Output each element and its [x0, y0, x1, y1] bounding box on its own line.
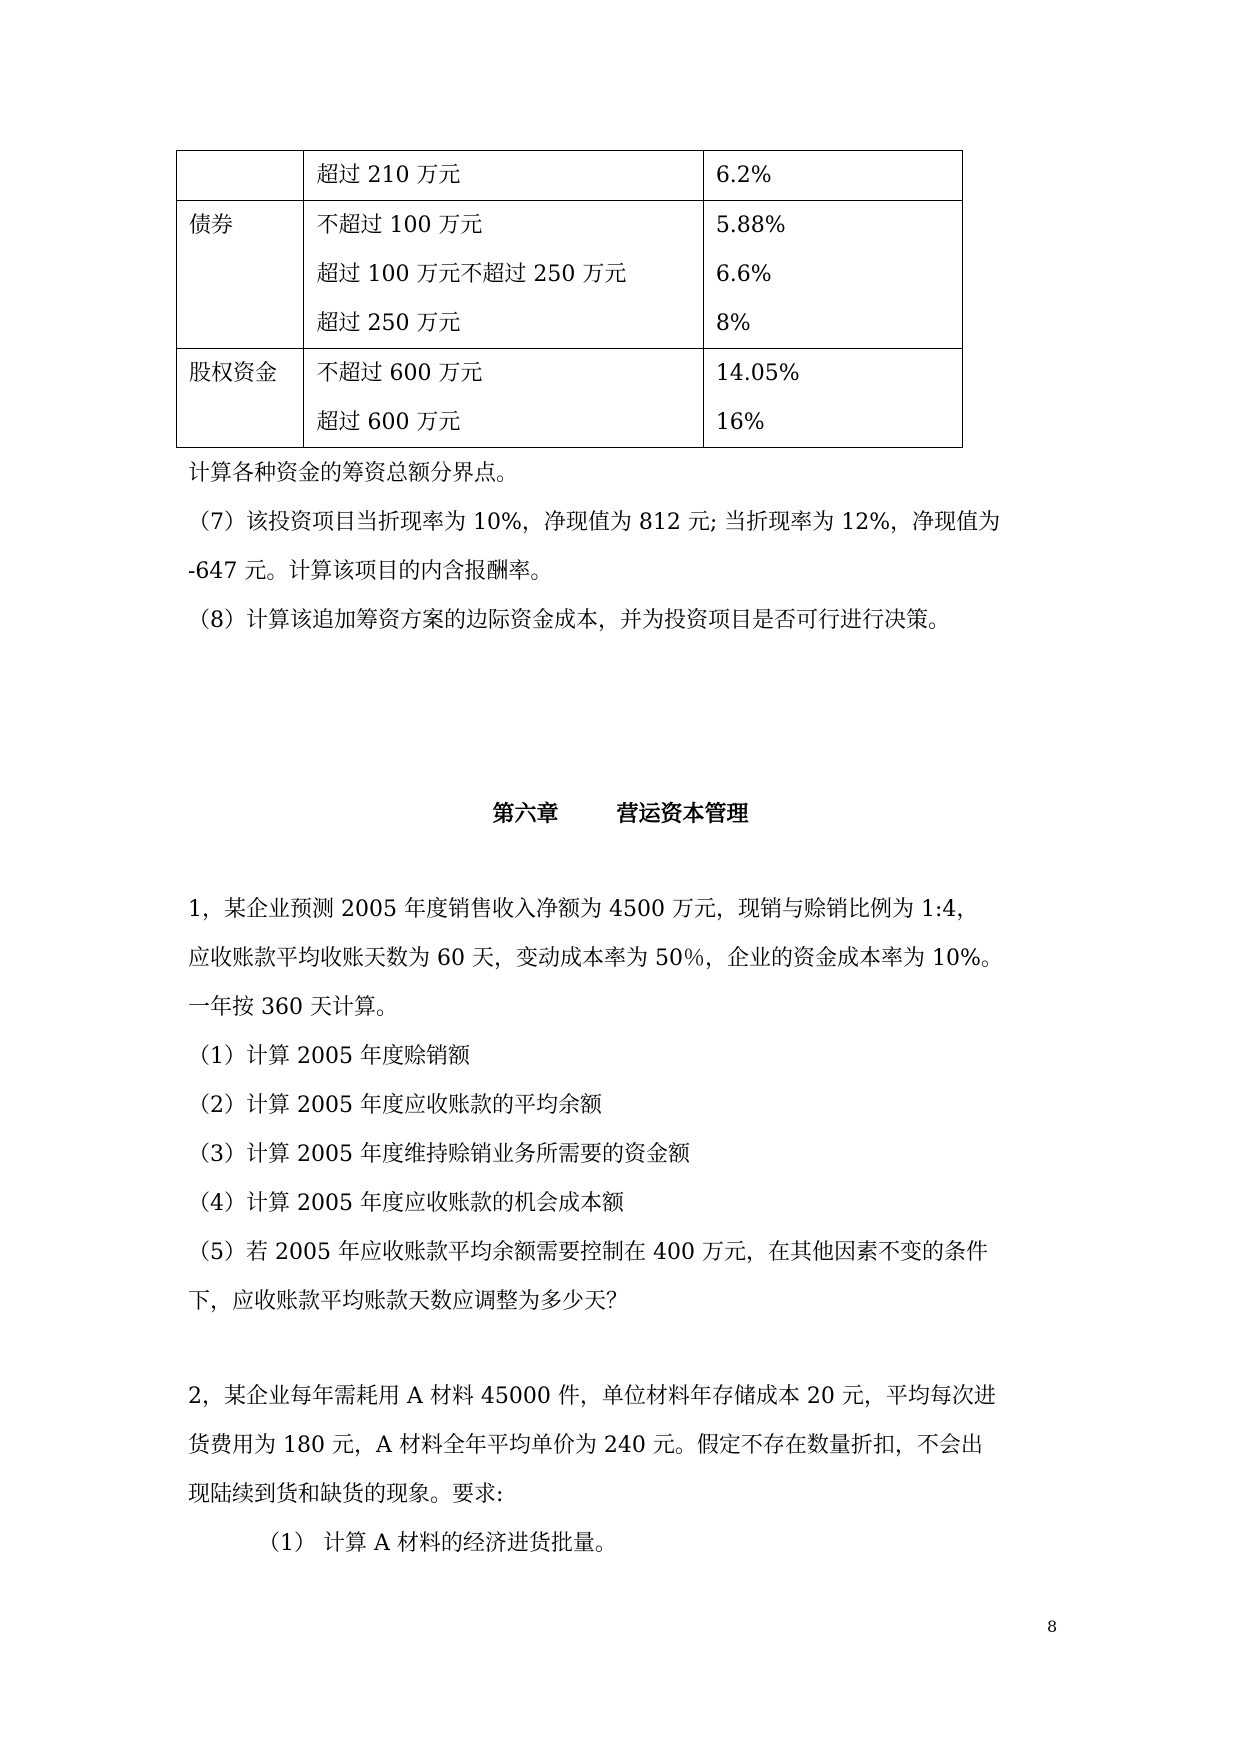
paragraph-line: （8）计算该追加筹资方案的边际资金成本，并为投资项目是否可行进行决策。	[188, 608, 950, 633]
tier-text: 不超过 100 万元	[316, 213, 483, 238]
paragraph-line: 现陆续到货和缺货的现象。要求:	[188, 1482, 504, 1507]
question-1	[188, 885, 1065, 1326]
paragraph-line: 1，某企业预测 2005 年度销售收入净额为 4500 万元，现销与赊销比例为 1:4，	[188, 897, 979, 922]
financing-cost-table	[176, 150, 963, 448]
page-number: 8	[1047, 1617, 1058, 1636]
table-row	[177, 201, 963, 349]
table-cell-rate	[703, 349, 962, 448]
category-text: 债券	[189, 213, 234, 238]
paragraph-line: （1）计算 2005 年度赊销额	[188, 1044, 470, 1069]
question-2	[188, 1372, 1065, 1568]
table-cell-tier	[304, 151, 703, 201]
rate-text: 5.88%	[715, 213, 786, 238]
rate-text: 16%	[715, 410, 765, 435]
paragraph-line: （3）计算 2005 年度维持赊销业务所需要的资金额	[188, 1142, 690, 1167]
table-cell-rate	[703, 201, 962, 349]
table-row	[177, 151, 963, 201]
section-questions-continued	[188, 449, 1065, 645]
table-cell-category	[177, 151, 304, 201]
table-cell-category	[177, 201, 304, 349]
paragraph-line: （7）该投资项目当折现率为 10%，净现值为 812 元; 当折现率为 12%，净现值为	[188, 510, 1001, 535]
table-cell-tier	[304, 349, 703, 448]
table-cell-category	[177, 349, 304, 448]
tier-text: 不超过 600 万元	[316, 361, 483, 386]
chapter-heading	[0, 794, 1241, 834]
table-row	[177, 349, 963, 448]
category-text: 股权资金	[189, 361, 278, 386]
paragraph-line: 下，应收账款平均账款天数应调整为多少天？	[188, 1289, 629, 1314]
rate-text: 6.2%	[715, 163, 772, 188]
tier-text: 超过 210 万元	[316, 163, 461, 188]
paragraph-line: 应收账款平均收账天数为 60 天，变动成本率为 50％，企业的资金成本率为 10%。	[188, 946, 1003, 971]
paragraph-line: -647 元。计算该项目的内含报酬率。	[188, 559, 553, 584]
paragraph-line: 2，某企业每年需耗用 A 材料 45000 件，单位材料年存储成本 20 元，平均每次进	[188, 1384, 996, 1409]
tier-text: 超过 250 万元	[316, 311, 461, 336]
rate-text: 8%	[715, 311, 751, 336]
table-cell-rate	[703, 151, 962, 201]
rate-text: 14.05%	[715, 361, 800, 386]
paragraph-line: （5）若 2005 年应收账款平均余额需要控制在 400 万元，在其他因素不变的条件	[188, 1240, 988, 1265]
table-cell-tier	[304, 201, 703, 349]
paragraph-line: 计算各种资金的筹资总额分界点。	[188, 461, 519, 486]
tier-text: 超过 100 万元不超过 250 万元	[316, 262, 627, 287]
chapter-title: 营运资本管理	[616, 801, 749, 827]
paragraph-line: 货费用为 180 元，A 材料全年平均单价为 240 元。假定不存在数量折扣，不会出	[188, 1433, 983, 1458]
paragraph-line: （2）计算 2005 年度应收账款的平均余额	[188, 1093, 602, 1118]
chapter-number: 第六章	[492, 801, 559, 827]
paragraph-line-indented: （1） 计算 A 材料的经济进货批量。	[258, 1531, 617, 1556]
rate-text: 6.6%	[715, 262, 772, 287]
paragraph-line: 一年按 360 天计算。	[188, 995, 398, 1020]
tier-text: 超过 600 万元	[316, 410, 461, 435]
paragraph-line: （4）计算 2005 年度应收账款的机会成本额	[188, 1191, 624, 1216]
